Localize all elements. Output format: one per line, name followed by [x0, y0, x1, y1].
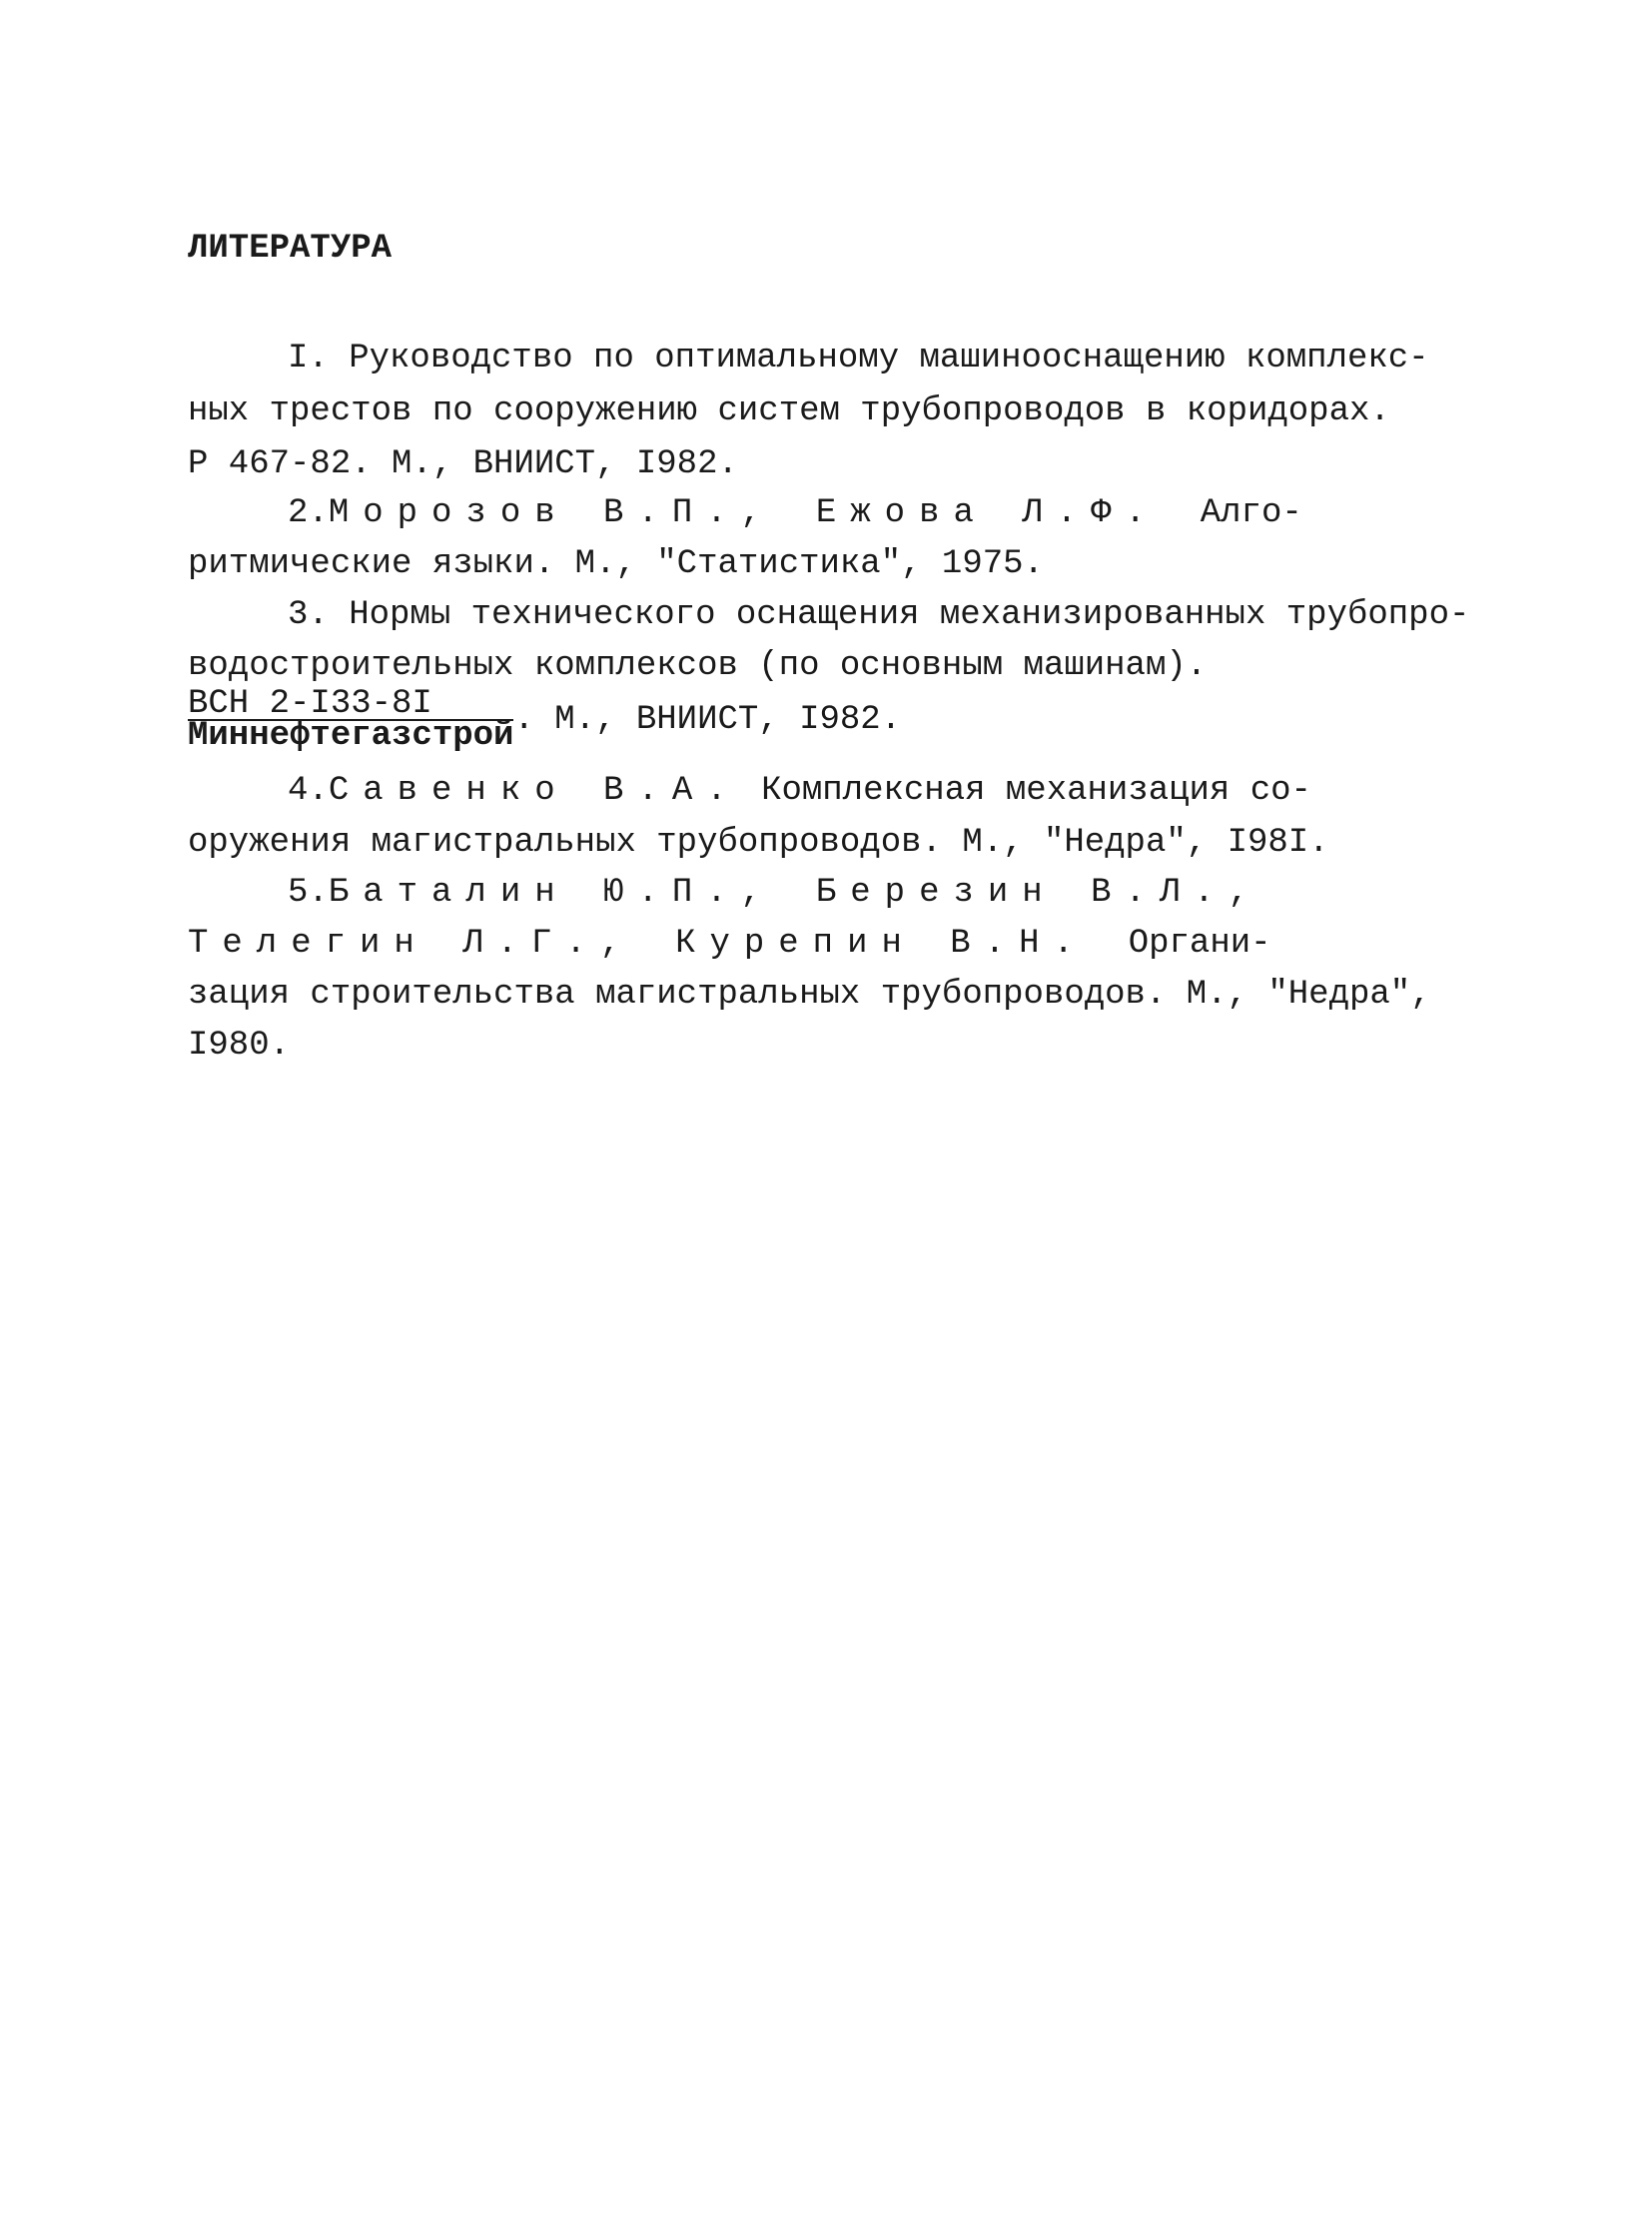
reference-5-line-4: I980.	[188, 1027, 291, 1065]
reference-5-line-1	[288, 871, 1262, 915]
reference-2-number: 2.	[288, 494, 329, 532]
reference-5-title-start: Органи-	[1128, 925, 1271, 963]
reference-4-line-2: оружения магистральных трубопроводов. М., "Недра", I98I.	[188, 824, 1329, 862]
reference-5-author-4: Курепин В.Н.	[675, 925, 1088, 963]
reference-3-code-after: . М., ВНИИСТ, I982.	[513, 701, 902, 739]
reference-5-number: 5.	[288, 874, 329, 912]
reference-2-author-2: Ежова Л.Ф.	[815, 494, 1160, 532]
reference-3-code-line	[188, 685, 902, 755]
reference-5-line-3: зация строительства магистральных трубопроводов. М., "Недра",	[188, 976, 1431, 1014]
reference-3-line-1: 3. Нормы технического оснащения механизированных трубопро-	[288, 596, 1470, 634]
reference-4-number: 4.	[288, 772, 329, 810]
reference-4-title-start: Комплексная механизация со-	[761, 772, 1311, 810]
reference-1-line-3: Р 467-82. М., ВНИИСТ, I982.	[188, 445, 738, 483]
reference-4-author: Савенко В.А.	[328, 772, 741, 810]
reference-3-code-top: ВСН 2-I33-8I	[188, 689, 513, 721]
reference-1-line-1: I. Руководство по оптимальному машинооснащению комплекс-	[288, 340, 1429, 377]
reference-1-line-2: ных трестов по сооружению систем трубопроводов в коридорах.	[188, 392, 1390, 430]
reference-2-title-start: Алго-	[1200, 494, 1302, 532]
page-title: ЛИТЕРАТУРА	[188, 230, 393, 268]
reference-5-author-2: Березин В.Л.,	[815, 874, 1263, 912]
reference-2-author-1: Морозов В.П.,	[328, 494, 776, 532]
reference-3-line-2: водостроительных комплексов (по основным машинам).	[188, 647, 1208, 685]
reference-2-line-2: ритмические языки. М., "Статистика", 1975.	[188, 545, 1044, 583]
reference-4-line-1	[288, 769, 1311, 813]
reference-3-code-fraction	[188, 685, 514, 755]
reference-2-line-1	[288, 491, 1302, 535]
reference-5-author-1: Баталин Ю.П.,	[328, 874, 776, 912]
reference-5-author-3: Телегин Л.Г.,	[188, 925, 635, 963]
reference-5-line-2	[188, 922, 1271, 966]
reference-3-code-bottom: Миннефтегазстрой	[188, 717, 514, 755]
